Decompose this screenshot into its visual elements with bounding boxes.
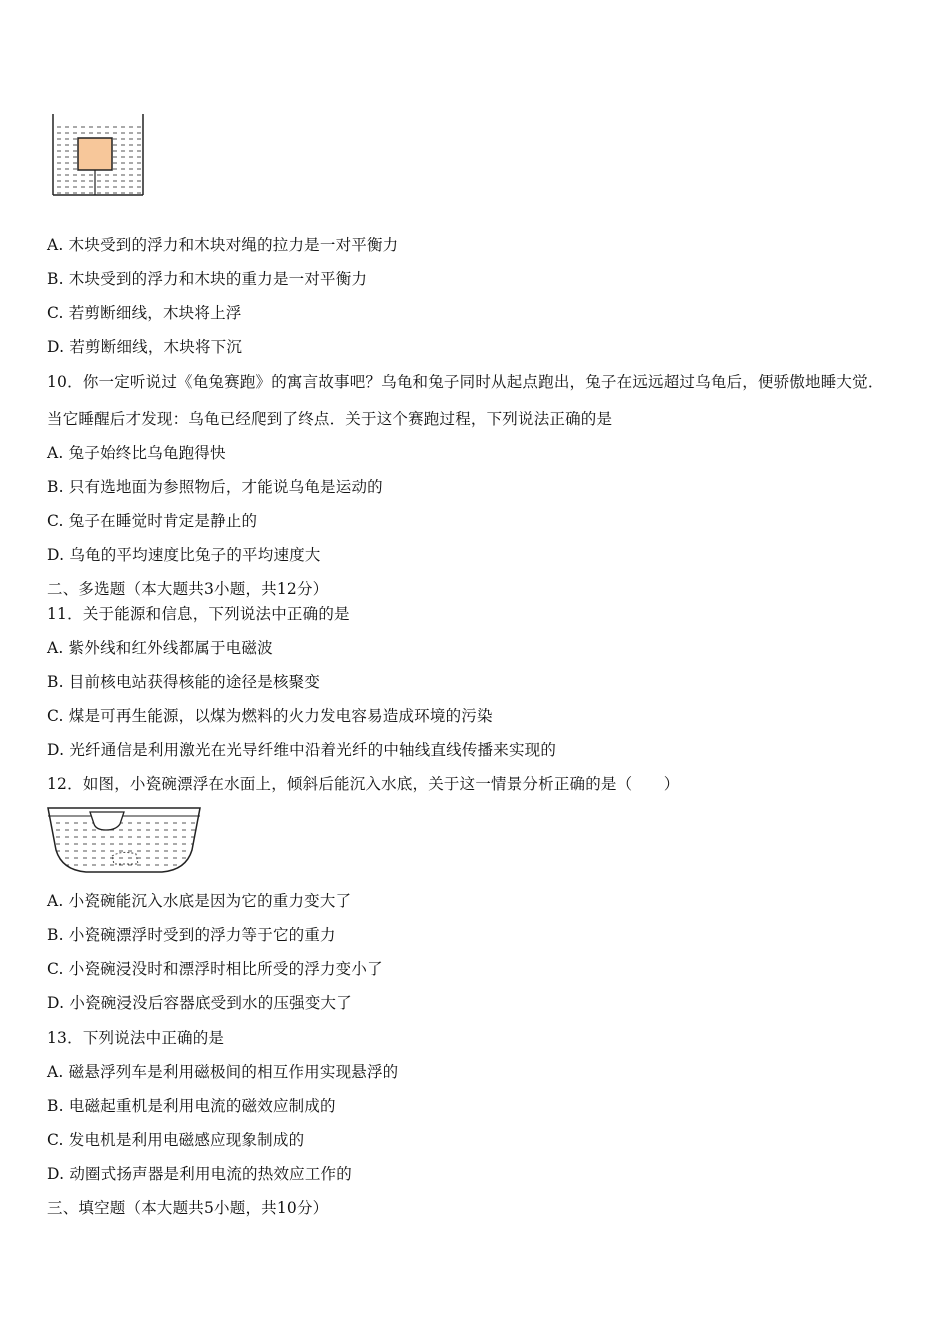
section-3-title: 三、填空题（本大题共5小题，共10分） (47, 1199, 329, 1217)
option-text: 动圈式扬声器是利用电流的热效应工作的 (69, 1165, 352, 1183)
option-text: 若剪断细线，木块将上浮 (68, 304, 242, 322)
option-label: C. (47, 707, 64, 725)
option-label: C. (47, 512, 64, 530)
option-label: B. (47, 926, 64, 944)
option-text: 兔子始终比乌龟跑得快 (68, 444, 226, 462)
option-text: 光纤通信是利用激光在光导纤维中沿着光纤的中轴线直线传播来实现的 (69, 741, 557, 759)
q11-option-d (47, 740, 556, 760)
option-text: 只有选地面为参照物后，才能说乌龟是运动的 (68, 478, 383, 496)
option-label: D. (47, 994, 65, 1012)
beaker-block-figure (48, 112, 148, 198)
option-text: 小瓷碗能沉入水底是因为它的重力变大了 (68, 892, 352, 910)
option-text: 木块受到的浮力和木块对绳的拉力是一对平衡力 (68, 236, 399, 254)
option-label: A. (47, 639, 64, 657)
option-text: 磁悬浮列车是利用磁极间的相互作用实现悬浮的 (68, 1063, 399, 1081)
option-text: 小瓷碗浸没时和漂浮时相比所受的浮力变小了 (68, 960, 383, 978)
option-label: D. (47, 338, 65, 356)
option-text: 小瓷碗浸没后容器底受到水的压强变大了 (69, 994, 352, 1012)
option-text: 乌龟的平均速度比兔子的平均速度大 (69, 546, 321, 564)
q11-stem: 11．关于能源和信息，下列说法中正确的是 (47, 605, 350, 623)
q12-option-c (47, 959, 383, 979)
option-text: 兔子在睡觉时肯定是静止的 (68, 512, 258, 530)
option-text: 小瓷碗漂浮时受到的浮力等于它的重力 (68, 926, 336, 944)
q10-stem-line2: 当它睡醒后才发现：乌龟已经爬到了终点．关于这个赛跑过程，下列说法正确的是 (47, 410, 613, 428)
option-label: C. (47, 960, 64, 978)
option-text: 目前核电站获得核能的途径是核聚变 (68, 673, 321, 691)
option-label: C. (47, 1131, 64, 1149)
option-label: D. (47, 1165, 65, 1183)
option-label: B. (47, 478, 64, 496)
q12-stem: 12．如图，小瓷碗漂浮在水面上，倾斜后能沉入水底，关于这一情景分析正确的是（ ） (47, 775, 680, 793)
q12-option-a (47, 891, 351, 911)
q9-option-d (47, 337, 242, 357)
option-text: 木块受到的浮力和木块的重力是一对平衡力 (68, 270, 368, 288)
option-text: 电磁起重机是利用电流的磁效应制成的 (68, 1097, 336, 1115)
q11-option-b (47, 672, 320, 692)
option-label: B. (47, 1097, 64, 1115)
q13-option-d (47, 1164, 352, 1184)
q13-option-a (47, 1062, 398, 1082)
option-label: A. (47, 892, 64, 910)
option-label: A. (47, 236, 64, 254)
option-label: A. (47, 1063, 64, 1081)
section-2-title: 二、多选题（本大题共3小题，共12分） (47, 580, 329, 598)
q10-option-c (47, 511, 257, 531)
wooden-block (78, 138, 112, 170)
option-label: C. (47, 304, 64, 322)
q11-option-a (47, 638, 273, 658)
q10-option-a (47, 443, 226, 463)
q9-option-a (47, 235, 398, 255)
q13-option-c (47, 1130, 304, 1150)
q13-option-b (47, 1096, 336, 1116)
q10-option-b (47, 477, 383, 497)
option-label: D. (47, 741, 65, 759)
q10-option-d (47, 545, 321, 565)
q13-stem: 13．下列说法中正确的是 (47, 1029, 225, 1047)
option-text: 发电机是利用电磁感应现象制成的 (68, 1131, 305, 1149)
q12-option-d (47, 993, 352, 1013)
option-label: B. (47, 673, 64, 691)
q10-stem-line1: 10．你一定听说过《龟兔赛跑》的寓言故事吧？乌龟和兔子同时从起点跑出，兔子在远远超过乌龟后，便骄傲地睡大觉． (47, 373, 884, 391)
option-label: D. (47, 546, 65, 564)
option-text: 煤是可再生能源，以煤为燃料的火力发电容易造成环境的污染 (68, 707, 493, 725)
bowl-basin-figure (46, 806, 202, 874)
q9-option-c (47, 303, 241, 323)
q12-option-b (47, 925, 336, 945)
option-text: 紫外线和红外线都属于电磁波 (68, 639, 273, 657)
q11-option-c (47, 706, 493, 726)
option-label: A. (47, 444, 64, 462)
q9-option-b (47, 269, 367, 289)
option-label: B. (47, 270, 64, 288)
option-text: 若剪断细线，木块将下沉 (69, 338, 243, 356)
